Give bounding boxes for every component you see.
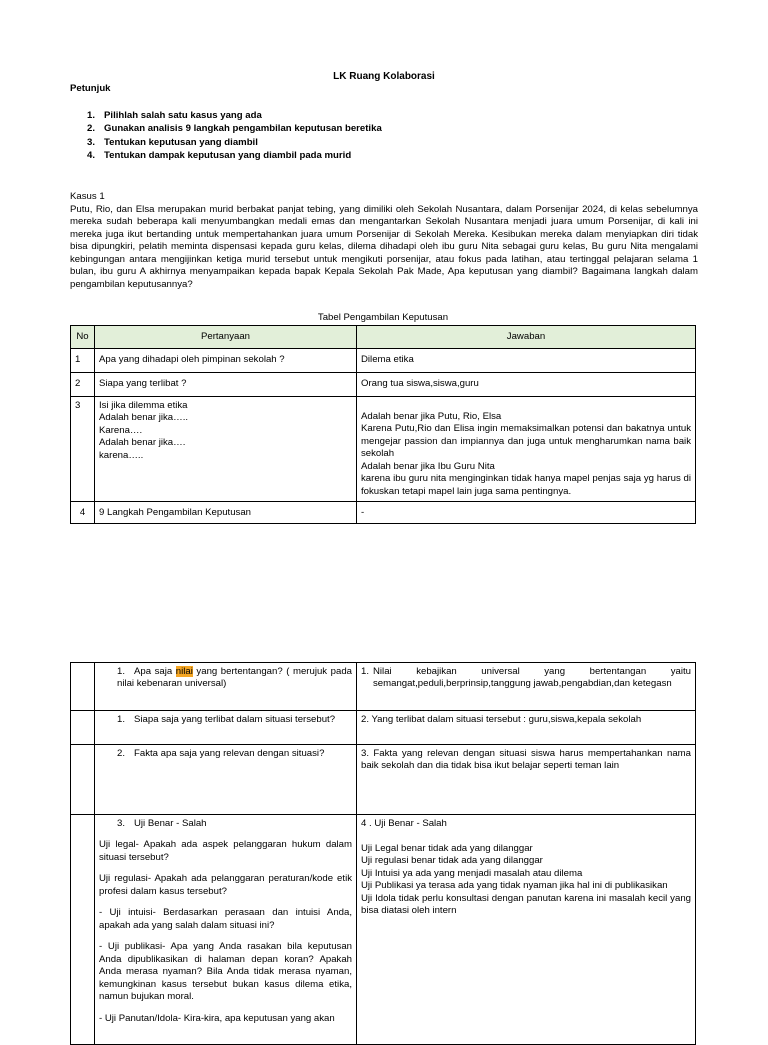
row-question: 9 Langkah Pengambilan Keputusan xyxy=(95,502,357,524)
document-title: LK Ruang Kolaborasi xyxy=(333,71,435,82)
test-legal-question: Uji legal- Apakah ada aspek pelanggaran hukum dalam situasi tersebut? xyxy=(99,839,352,863)
table-row xyxy=(71,663,696,711)
table-row xyxy=(71,397,696,502)
row-answer: 1. Nilai kebajikan universal yang bertentangan yaitu semangat,peduli,berprinsip,tanggung jawab,pengabdian,dan ketegasn xyxy=(357,663,696,711)
table-row xyxy=(71,373,696,397)
test-regulation-question: Uji regulasi- Apakah ada pelanggaran peraturan/kode etik profesi dalam kasus tersebut? xyxy=(99,873,352,897)
row-number: 3 xyxy=(71,397,95,502)
row-answer: 3. Fakta yang relevan dengan situasi siswa harus mempertahankan nama baik sekolah dan dia tidak bisa ikut belajar seperti teman lain xyxy=(357,745,696,815)
row-number: 2 xyxy=(71,373,95,397)
test-role-model-question: - Uji Panutan/Idola- Kira-kira, apa keputusan yang akan xyxy=(99,1012,335,1024)
instruction-item: 1. Pilihlah salah satu kasus yang ada xyxy=(87,110,262,121)
instructions-heading: Petunjuk xyxy=(70,83,111,94)
instruction-item: 2. Gunakan analisis 9 langkah pengambilan keputusan beretika xyxy=(87,123,382,135)
blank-cell xyxy=(71,711,95,745)
row-answer: Dilema etika xyxy=(357,349,696,373)
table-header-row xyxy=(71,326,696,349)
case-label: Kasus 1 xyxy=(70,191,105,202)
header-answer: Jawaban xyxy=(357,326,696,349)
row-question: Siapa yang terlibat ? xyxy=(95,373,357,397)
header-question: Pertanyaan xyxy=(95,326,357,349)
row-question: 3. Uji Benar - Salah Uji legal- Apakah ada aspek pelanggaran hukum dalam situasi tersebut? Uji regulasi- Apakah ada pelanggaran peraturan/kode etik profesi dalam kasus tersebut? - Uji intuisi- Berdasarkan perasaan dan intuisi Anda, apakah ada yang salah dalam situasi ini? - Uji publikasi- Apa yang Anda rasakan bila keputusan Anda dipublikasikan di halaman depan koran? Apakah Anda merasa nyaman? Bila Anda tidak merasa nyaman, kemungkinan kasus tersebut bukan kasus dilema etika, namun bujukan moral. - Uji Panutan/Idola- Kira-kira, apa keputusan yang akan xyxy=(95,815,357,1045)
table-row xyxy=(71,815,696,1045)
row-question: 1. Siapa saja yang terlibat dalam situasi tersebut? xyxy=(95,711,357,745)
test-intuition-question: - Uji intuisi- Berdasarkan perasaan dan intuisi Anda, apakah ada yang salah dalam situasi ini? xyxy=(99,907,352,931)
table-row xyxy=(71,349,696,373)
table-row xyxy=(71,745,696,815)
table-row xyxy=(71,502,696,524)
blank-cell xyxy=(71,745,95,815)
row-question: Apa yang dihadapi oleh pimpinan sekolah ? xyxy=(95,349,357,373)
row-question: Isi jika dilemma etika Adalah benar jika….. Karena…. Adalah benar jika…. karena….. xyxy=(95,397,357,502)
instruction-item: 3. Tentukan keputusan yang diambil xyxy=(87,136,258,148)
table-caption: Tabel Pengambilan Keputusan xyxy=(317,312,449,323)
highlighted-word: nilai xyxy=(175,666,193,677)
blank-cell xyxy=(71,663,95,711)
row-number: 1 xyxy=(71,349,95,373)
header-no: No xyxy=(71,326,95,349)
table-row xyxy=(71,711,696,745)
decision-table xyxy=(70,325,696,524)
steps-table xyxy=(70,662,696,1045)
row-answer: 4 . Uji Benar - Salah Uji Legal benar tidak ada yang dilanggar Uji regulasi benar tidak ada yang dilanggar Uji Intuisi ya ada yang menjadi masalah atau dilema Uji Publikasi ya terasa ada yang tidak nyaman jika hal ini di publikasikan Uji Idola tidak perlu konsultasi dengan panutan karena ini masalah kecil yang bisa diatasi oleh intern xyxy=(357,815,696,1045)
row-question: 1. Apa saja nilai yang bertentangan? ( merujuk pada nilai kebenaran universal) xyxy=(95,663,357,711)
instruction-item: 4. Tentukan dampak keputusan yang diambil pada murid xyxy=(87,150,352,162)
row-answer: 2. Yang terlibat dalam situasi tersebut : guru,siswa,kepala sekolah xyxy=(357,711,696,745)
case-description: Putu, Rio, dan Elsa merupakan murid berbakat panjat tebing, yang dimiliki oleh Sekolah Nusantara, dalam Porsenijar 2024, di kelas sebelumnya mereka sudah beberapa kali menyumbangkan medali emas dan mengantarkan Sekolah Nusantara menjadi juara umum Porsenijar, di kali ini mereka juga ikut bertanding untuk mempertahankan juara umum Porsenijar di Sekolah Mereka. Kesibukan mereka dalam menyiapkan diri tidak bisa dipungkiri, pelatih meminta dispensasi kepada guru kelas, dilema dihadapi oleh ibu guru Nita sebagai guru kelas, Bu guru Nita mengalami kebingungan antara mengijinkan ketiga murid tersebut untuk mengikuti porsenijar, atau fokus pada latihan, atau tertinggal pelajaran selama 1 bulan, ibu guru A akhirnya menyampaikan kepada bapak Kepala Sekolah Pak Made, Apa keputusan yang diambil? Bagaimana langkah dalam pengambilan keputusannya? xyxy=(70,204,698,290)
row-answer: Orang tua siswa,siswa,guru xyxy=(357,373,696,397)
test-publication-question: - Uji publikasi- Apa yang Anda rasakan bila keputusan Anda dipublikasikan di halaman depan koran? Apakah Anda merasa nyaman? Bila Anda tidak merasa nyaman, kemungkinan kasus tersebut bukan kasus dilema etika, namun bujukan moral. xyxy=(99,941,352,1003)
blank-cell xyxy=(71,815,95,1045)
row-number: 4 xyxy=(71,502,95,524)
row-answer: - xyxy=(357,502,696,524)
row-question: 2. Fakta apa saja yang relevan dengan situasi? xyxy=(95,745,357,815)
row-answer: Adalah benar jika Putu, Rio, Elsa Karena Putu,Rio dan Elisa ingin memaksimalkan potensi dan bakatnya untuk mengejar passion dan impiannya dan juga untuk mengharumkan nama baik sekolah Adalah benar jika Ibu Guru Nita karena ibu guru nita menginginkan tidak hanya mapel penjas saja yg harus di fokuskan tetapi mapel lain juga sama pentingnya. xyxy=(357,397,696,502)
instructions-list xyxy=(87,110,382,164)
